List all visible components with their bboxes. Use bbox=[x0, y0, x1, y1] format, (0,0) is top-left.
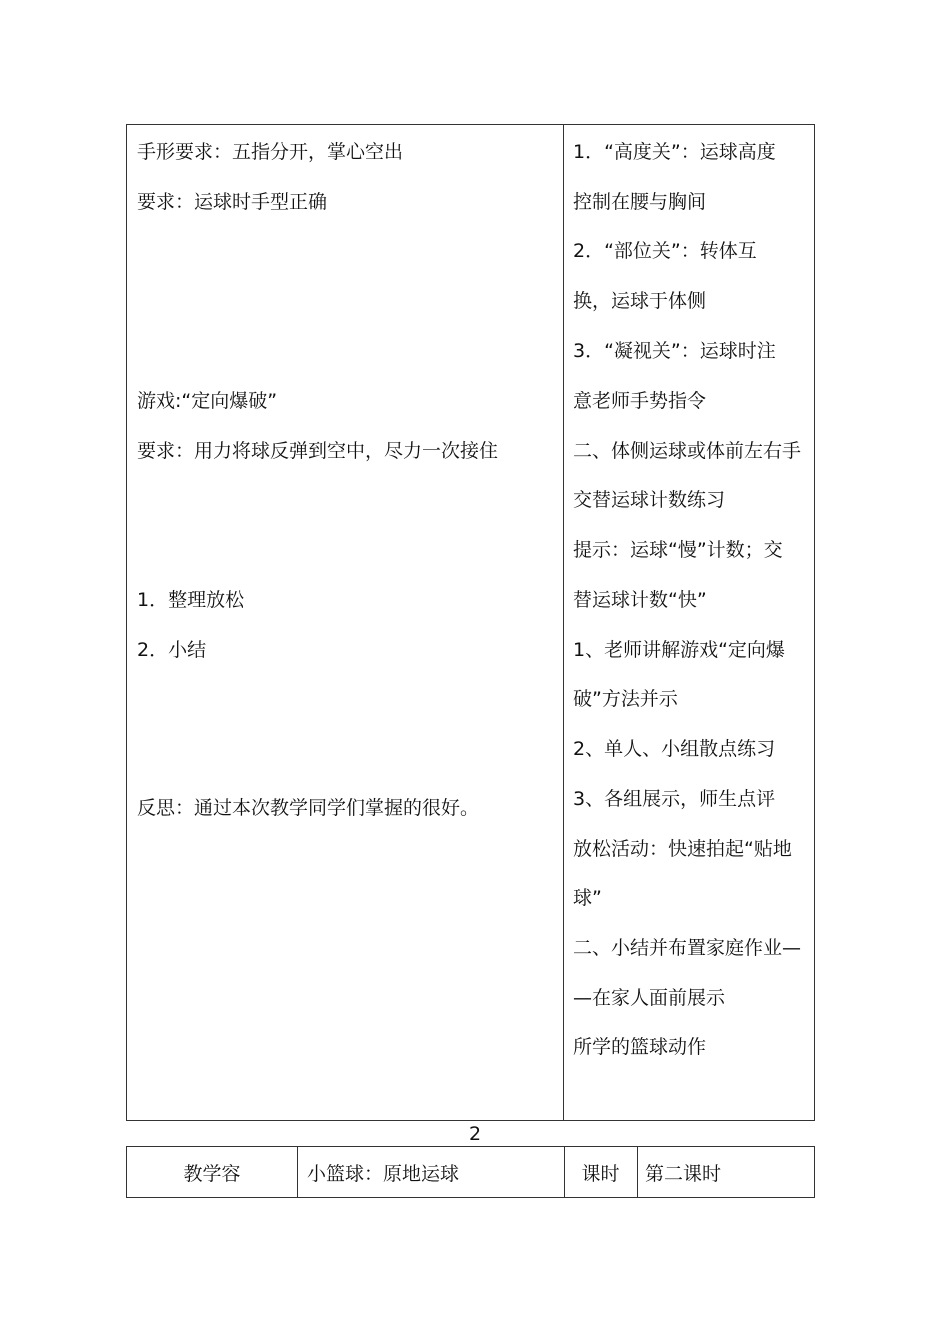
hand-shape-requirement: 手形要求：五指分开，掌心空出 bbox=[137, 141, 404, 163]
page-number: 2 bbox=[468, 1123, 482, 1145]
lesson-info-table bbox=[126, 1146, 815, 1198]
content-value: 小篮球：原地运球 bbox=[307, 1162, 460, 1185]
cooldown-item: 1．整理放松 bbox=[137, 589, 245, 611]
method-line: 提示：运球“慢”计数；交 bbox=[573, 539, 783, 561]
reflection-text: 反思：通过本次教学同学们掌握的很好。 bbox=[137, 797, 480, 819]
summary-item: 2．小结 bbox=[137, 639, 207, 661]
method-line: 所学的篮球动作 bbox=[573, 1036, 707, 1058]
right-cell-content bbox=[573, 125, 809, 1120]
method-line: 3、各组展示，师生点评 bbox=[573, 788, 776, 810]
method-line: 2、单人、小组散点练习 bbox=[573, 738, 776, 760]
game-requirement: 要求：用力将球反弹到空中，尽力一次接住 bbox=[137, 440, 499, 462]
period-label-cell bbox=[564, 1147, 637, 1197]
method-line: 二、小结并布置家庭作业— bbox=[573, 937, 802, 959]
lesson-table bbox=[126, 124, 815, 1121]
method-line: 替运球计数“快” bbox=[573, 589, 707, 611]
method-line: 交替运球计数练习 bbox=[573, 489, 726, 511]
method-line: 放松活动：快速拍起“贴地 bbox=[573, 838, 792, 860]
method-line: 控制在腰与胸间 bbox=[573, 191, 707, 213]
method-line: 二、体侧运球或体前左右手 bbox=[573, 440, 802, 462]
method-line: 1、老师讲解游戏“定向爆 bbox=[573, 639, 785, 661]
dribble-requirement: 要求：运球时手型正确 bbox=[137, 191, 328, 213]
method-line: 意老师手势指令 bbox=[573, 390, 707, 412]
method-line: 换，运球于体侧 bbox=[573, 290, 707, 312]
method-line: —在家人面前展示 bbox=[573, 987, 726, 1009]
period-value-cell bbox=[637, 1147, 814, 1197]
left-cell-content bbox=[137, 125, 557, 1120]
content-label-cell bbox=[127, 1147, 297, 1197]
method-line: 球” bbox=[573, 887, 602, 909]
period-value: 第二课时 bbox=[645, 1162, 722, 1185]
content-label: 教学容 bbox=[183, 1162, 241, 1185]
method-line: 3．“凝视关”：运球时注 bbox=[573, 340, 776, 362]
content-value-cell bbox=[297, 1147, 564, 1197]
column-divider bbox=[563, 125, 564, 1120]
method-line: 1．“高度关”：运球高度 bbox=[573, 141, 776, 163]
method-line: 破”方法并示 bbox=[573, 688, 678, 710]
game-title: 游戏:“定向爆破” bbox=[137, 390, 278, 412]
method-line: 2．“部位关”：转体互 bbox=[573, 240, 757, 262]
period-label: 课时 bbox=[581, 1162, 620, 1185]
